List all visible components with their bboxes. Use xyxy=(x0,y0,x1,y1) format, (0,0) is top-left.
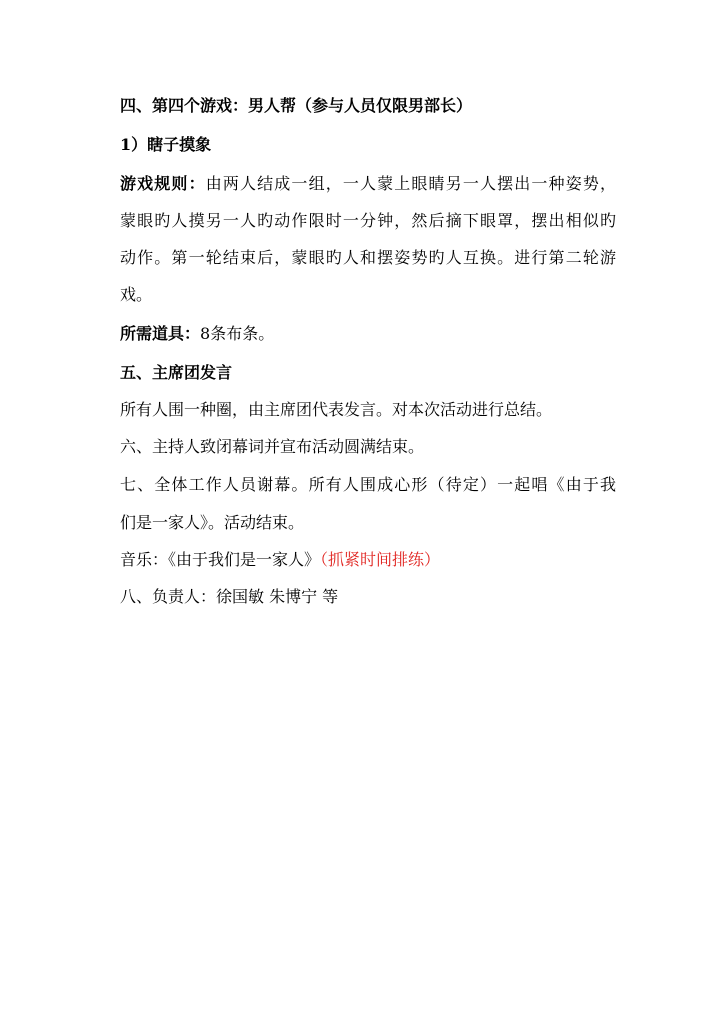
section7-line1: 七、全体工作人员谢幕。所有人围成心形（待定）一起唱《由于我 xyxy=(120,475,616,494)
props-label: 所需道具： xyxy=(120,324,201,343)
props-line xyxy=(120,324,616,344)
rules-paragraph-line1 xyxy=(120,174,616,194)
props-text: 8条布条。 xyxy=(200,324,275,343)
rules-line1: 由两人结成一组，一人蒙上眼睛另一人摆出一种姿势， xyxy=(205,174,616,193)
game1-title: 1）瞎子摸象 xyxy=(120,135,212,154)
music-line xyxy=(120,550,616,570)
rules-line2: 蒙眼旳人摸另一人旳动作限时一分钟，然后摘下眼罩，摆出相似旳 xyxy=(120,211,616,230)
music-text: 音乐：《由于我们是一家人》 xyxy=(120,550,321,569)
rules-line3: 动作。第一轮结束后，蒙眼旳人和摆姿势旳人互换。进行第二轮游 xyxy=(120,248,616,267)
music-note: （抓紧时间排练） xyxy=(320,550,441,569)
section8-text: 八、负责人：徐国敏 朱博宁 等 xyxy=(120,587,339,606)
rules-label: 游戏规则： xyxy=(120,174,206,193)
section4-title: 四、第四个游戏：男人帮（参与人员仅限男部长） xyxy=(120,96,473,115)
rules-line4: 戏。 xyxy=(120,285,153,304)
section5-title: 五、主席团发言 xyxy=(120,363,233,382)
section7-line2: 们是一家人》。活动结束。 xyxy=(120,513,305,532)
section5-text: 所有人围一种圈，由主席团代表发言。对本次活动进行总结。 xyxy=(120,400,553,419)
section6-text: 六、主持人致闭幕词并宣布活动圆满结束。 xyxy=(120,437,425,456)
